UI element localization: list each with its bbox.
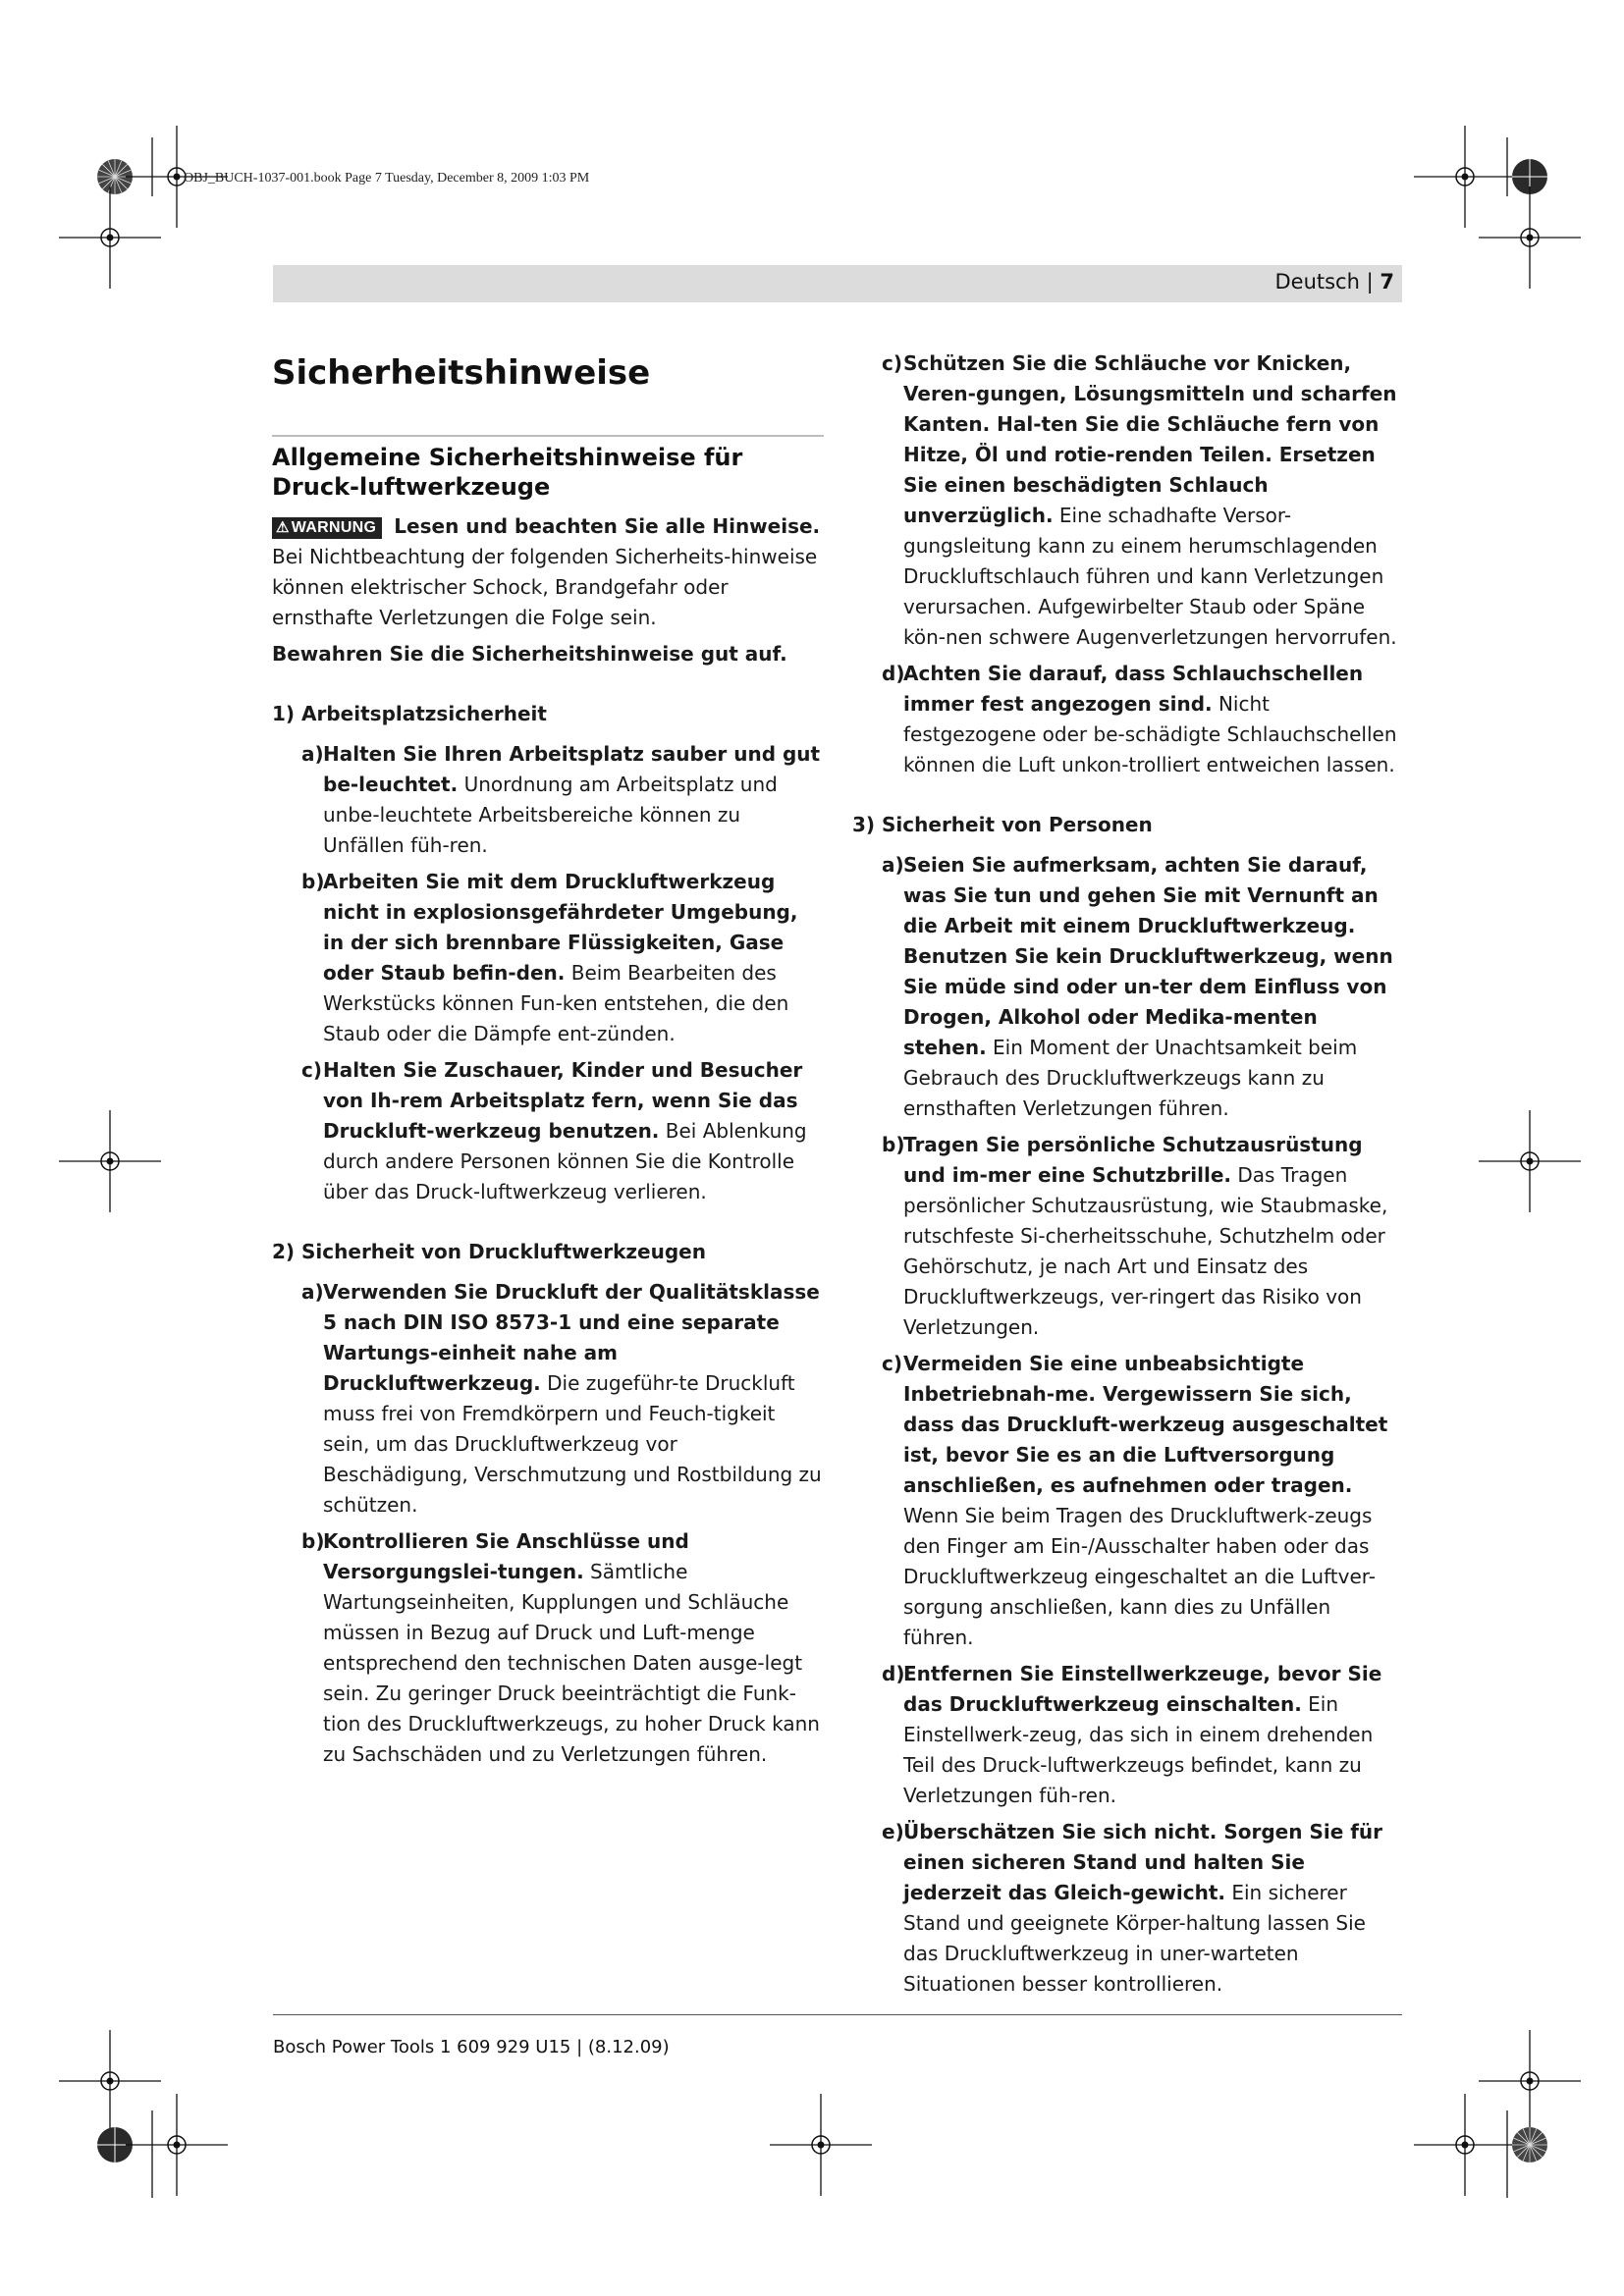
item-text: Die zugeführ-te Druckluft muss frei von Fremdkörpern und Feuch-tigkeit sein, um das Druckluftwerkzeug vor Beschädigung, Verschmutzung und Rostbildung zu schützen. [323,1371,822,1517]
item-lead: Halten Sie Zuschauer, Kinder und Besucher von Ih-rem Arbeitsplatz fern, wenn Sie das Druckluft-werkzeug benutzen. [323,1058,803,1143]
left-column [272,348,824,1776]
list-item [852,850,1404,1124]
item-label: b) [301,1529,325,1553]
warning-badge-label: WARNUNG [291,519,377,536]
item-label: b) [882,1133,905,1156]
warning-block [272,511,824,633]
warning-badge [272,517,382,539]
item-text: Wenn Sie beim Tragen des Druckluftwerk-zeugs den Finger am Ein-/Ausschalter haben oder das Druckluftwerkzeug eingeschaltet an die Luftver-sorgung anschließen, kann dies zu Unfällen führen. [903,1504,1376,1649]
item-label: a) [882,853,904,877]
item-text: Ein sicherer Stand und geeignete Körper-haltung lassen Sie das Druckluftwerkzeug in uner-warteten Situationen besser kontrollieren. [903,1881,1366,1996]
item-text: Das Tragen persönlicher Schutzausrüstung, wie Staubmaske, rutschfeste Si-cherheitsschuhe, Schutzhelm oder Gehörschutz, je nach Art und Einsatz des Druckluftwerkzeugs, ver-ringert das Risiko von Verletzungen. [903,1163,1388,1339]
item-lead: Arbeiten Sie mit dem Druckluftwerkzeug nicht in explosionsgefährdeter Umgebung, in der sich brennbare Flüssigkeiten, Gase oder Staub befin-den. [323,870,798,985]
item-text: Nicht festgezogene oder be-schädigte Schlauchschellen können die Luft unkon-trolliert entweichen lassen. [903,692,1397,776]
section-heading: 3) Sicherheit von Personen [852,813,1153,836]
item-text: Beim Bearbeiten des Werkstücks können Fun-ken entstehen, die den Staub oder die Dämpfe ent-zünden. [323,961,789,1045]
book-info-line: OBJ_BUCH-1037-001.book Page 7 Tuesday, December 8, 2009 1:03 PM [184,171,590,186]
page-number: 7 [1380,270,1394,294]
item-lead: Achten Sie darauf, dass Schlauchschellen immer fest angezogen sind. [903,662,1364,716]
registration-cross-icon [1414,2094,1516,2196]
item-lead: Überschätzen Sie sich nicht. Sorgen Sie für einen sicheren Stand und halten Sie jederzeit das Gleich-gewicht. [903,1820,1383,1904]
warning-lead: Lesen und beachten Sie alle Hinweise. [394,514,821,538]
registration-cross-icon [59,2030,161,2132]
item-lead: Tragen Sie persönliche Schutzausrüstung und im-mer eine Schutzbrille. [903,1133,1363,1187]
list-item [272,1055,824,1207]
item-lead: Verwenden Sie Druckluft der Qualitätsklasse 5 nach DIN ISO 8573-1 und eine separate Wartungs-einheit nahe am Druckluftwerkzeug. [323,1280,820,1395]
item-lead: Vermeiden Sie eine unbeabsichtigte Inbetriebnah-me. Vergewissern Sie sich, dass das Druckluft-werkzeug ausgeschaltet ist, bevor Sie es an die Luftversorgung anschließen, es aufnehmen oder tragen. [903,1352,1388,1497]
registration-cross-icon [770,2094,872,2196]
header-separator: | [1366,270,1374,294]
keep-instructions-note: Bewahren Sie die Sicherheitshinweise gut auf. [272,642,787,666]
list-item [272,1277,824,1521]
registration-cross-icon [1479,1110,1581,1212]
item-text: Ein Einstellwerk-zeug, das sich in einem drehenden Teil des Druck-luftwerkzeugs befindet, kann zu Verletzungen füh-ren. [903,1692,1374,1807]
footer-divider [273,2014,1402,2015]
section-heading: 2) Sicherheit von Druckluftwerkzeugen [272,1240,706,1263]
section-divider [272,435,824,437]
section-subtitle: Allgemeine Sicherheitshinweise für Druck-luftwerkzeuge [272,444,743,501]
list-item [852,1130,1404,1343]
color-wheel-icon [1512,2127,1547,2163]
registration-cross-icon [59,187,161,289]
page-title: Sicherheitshinweise [272,353,651,393]
header-language: Deutsch [1274,270,1360,294]
item-label: e) [882,1820,904,1843]
warning-body: Bei Nichtbeachtung der folgenden Sicherheits-hinweise können elektrischer Schock, Brandgefahr oder ernsthafte Verletzungen die Folge sein. [272,545,818,629]
list-item [272,1526,824,1770]
page-footer: Bosch Power Tools 1 609 929 U15 | (8.12.09) [273,2037,670,2057]
item-text: Unordnung am Arbeitsplatz und unbe-leuchtete Arbeitsbereiche können zu Unfällen füh-ren. [323,773,778,857]
list-item [852,1349,1404,1653]
list-item [852,1817,1404,2000]
registration-cross-icon [1414,126,1516,228]
item-lead: Kontrollieren Sie Anschlüsse und Versorgungslei-tungen. [323,1529,689,1583]
item-lead: Halten Sie Ihren Arbeitsplatz sauber und gut be-leuchtet. [323,742,821,796]
item-label: d) [882,1662,905,1685]
item-label: b) [301,870,325,893]
item-text: Sämtliche Wartungseinheiten, Kupplungen und Schläuche müssen in Bezug auf Druck und Luft-menge entsprechend den technischen Daten ausge-legt sein. Zu geringer Druck beeinträchtigt die Funk-tion des Druckluftwerkzeugs, zu hoher Druck kann zu Sachschäden und zu Verletzungen führen. [323,1560,820,1766]
item-label: d) [882,662,905,685]
warning-triangle-icon: ⚠ [276,519,290,536]
list-item [852,1659,1404,1811]
item-label: c) [882,1352,902,1375]
item-lead: Schützen Sie die Schläuche vor Knicken, Veren-gungen, Lösungsmitteln und scharfen Kanten. Hal-ten Sie die Schläuche fern von Hitze, Öl und rotie-renden Teilen. Ersetzen Sie einen beschädigten Schlauch unverzüglich. [903,351,1397,527]
section-heading: 1) Arbeitsplatzsicherheit [272,702,547,725]
item-lead: Seien Sie aufmerksam, achten Sie darauf, was Sie tun und gehen Sie mit Vernunft an die Arbeit mit einem Druckluftwerkzeug. Benutzen Sie kein Druckluftwerkzeug, wenn Sie müde sind oder un-ter dem Einfluss von Drogen, Alkohol oder Medika-menten stehen. [903,853,1393,1059]
item-text: Eine schadhafte Versor-gungsleitung kann zu einem herumschlagenden Druckluftschlauch führen und kann Verletzungen verursachen. Aufgewirbelter Staub oder Späne kön-nen schwere Augenverletzungen hervorrufen. [903,504,1397,649]
list-item [272,867,824,1049]
registration-cross-icon [59,1110,161,1212]
registration-cross-icon [126,2094,228,2196]
item-text: Ein Moment der Unachtsamkeit beim Gebrauch des Druckluftwerkzeugs kann zu ernsthaften Verletzungen führen. [903,1036,1358,1120]
list-item [272,739,824,861]
list-item [852,348,1404,653]
registration-cross-icon [1479,2030,1581,2132]
item-label: c) [301,1058,322,1082]
item-label: c) [882,351,902,375]
page-header-text [1274,270,1394,294]
item-label: a) [301,742,324,766]
item-lead: Entfernen Sie Einstellwerkzeuge, bevor Sie das Druckluftwerkzeug einschalten. [903,1662,1382,1716]
list-item [852,659,1404,780]
right-column [852,348,1404,2005]
page-header-bar [273,265,1402,302]
item-label: a) [301,1280,324,1304]
registration-cross-icon [1479,187,1581,289]
item-text: Bei Ablenkung durch andere Personen können Sie die Kontrolle über das Druck-luftwerkzeug verlieren. [323,1119,807,1203]
